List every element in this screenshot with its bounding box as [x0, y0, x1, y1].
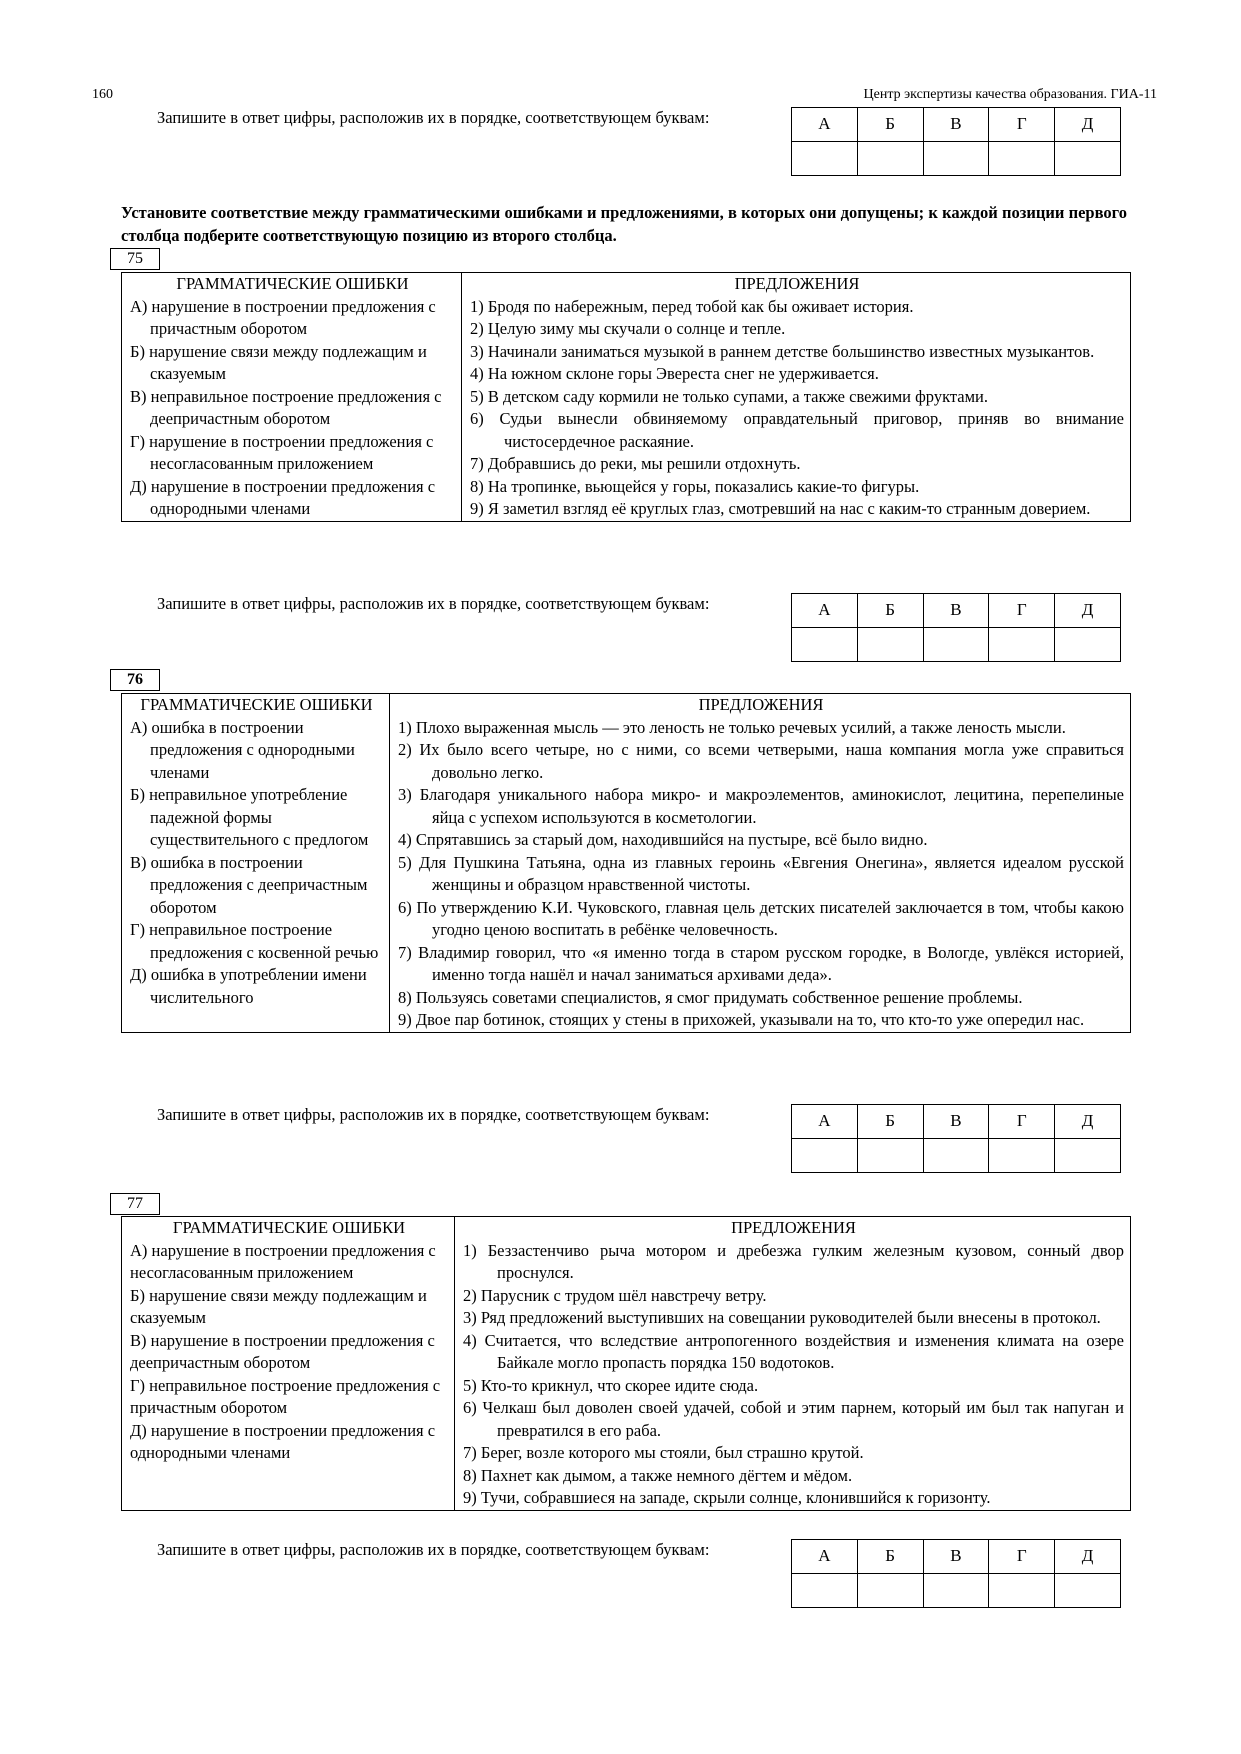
answer-cell[interactable]	[923, 142, 989, 176]
sentence-item: 2) Их было всего четыре, но с ними, со всеми четверыми, наша компания могла уже справиться довольно легко.	[398, 740, 1124, 782]
sentence-item: 9) Я заметил взгляд её круглых глаз, смотревший на нас с каким-то странным доверием.	[470, 499, 1091, 518]
answer-prompt: Запишите в ответ цифры, расположив их в порядке, соответствующем буквам:	[157, 108, 710, 127]
answer-letter: Г	[989, 594, 1055, 628]
sentence-item: 8) Пользуясь советами специалистов, я смог придумать собственное решение проблемы.	[398, 987, 1023, 1007]
error-item: Д) нарушение в построении предложения с однородными членами	[130, 1420, 436, 1462]
answer-cell[interactable]	[989, 628, 1055, 662]
sentences-header: ПРЕДЛОЖЕНИЯ	[698, 695, 824, 714]
answer-letter: А	[792, 594, 858, 628]
sentences-column	[390, 694, 1131, 1033]
sentences-header: ПРЕДЛОЖЕНИЯ	[734, 274, 860, 293]
sentence-item: 3) Ряд предложений выступивших на совещании руководителей были внесены в протокол.	[463, 1308, 1101, 1327]
answer-letter: А	[792, 1105, 858, 1139]
answer-letter: Д	[1055, 108, 1121, 142]
task-number: 77	[110, 1193, 160, 1215]
page-number: 160	[92, 87, 113, 102]
sentence-item: 5) В детском саду кормили не только супами, а также свежими фруктами.	[470, 386, 988, 406]
answer-cell[interactable]	[857, 628, 923, 662]
answer-letter: Б	[857, 594, 923, 628]
answer-block-previous	[121, 107, 1121, 177]
error-item: А) ошибка в построении предложения с однородными членами	[130, 717, 355, 782]
sentence-item: 8) На тропинке, вьющейся у горы, показались какие-то фигуры.	[470, 476, 920, 496]
error-item: В) нарушение в построении предложения с деепричастным оборотом	[130, 1330, 435, 1372]
error-item: Г) неправильное построение предложения с косвенной речью	[130, 920, 379, 962]
sentence-item: 6) По утверждению К.И. Чуковского, главная цель детских писателей заключается в том, чтобы какою угодно ценою воспитать в ребёнке человечность.	[398, 897, 1124, 939]
answer-cell[interactable]	[989, 142, 1055, 176]
answer-letter: В	[923, 1105, 989, 1139]
sentence-item: 8) Пахнет как дымом, а также немного дёгтем и мёдом.	[463, 1465, 853, 1485]
answer-letter: А	[792, 1540, 858, 1574]
answer-cell[interactable]	[1055, 1139, 1121, 1173]
sentence-item: 4) На южном склоне горы Эвереста снег не удерживается.	[470, 364, 879, 383]
answer-letter: Д	[1055, 1540, 1121, 1574]
answer-cell[interactable]	[792, 142, 858, 176]
error-item: А) нарушение в построении предложения с причастным оборотом	[130, 296, 436, 338]
error-item: Б) неправильное употребление падежной формы существительного с предлогом	[130, 785, 369, 849]
answer-letter: Г	[989, 108, 1055, 142]
page-header-title: Центр экспертизы качества образования. ГИА-11	[863, 87, 1157, 102]
sentence-item: 4) Считается, что вследствие антропогенного воздействия и изменения климата на озере Байкале могло пропасть порядка 150 водотоков.	[463, 1330, 1124, 1372]
sentence-item: 3) Благодаря уникального набора микро- и макроэлементов, аминокислот, лецитина, перепелиные яйца с успехом используются в косметологии.	[398, 785, 1124, 827]
match-table-75	[121, 272, 1131, 522]
answer-cell[interactable]	[923, 628, 989, 662]
answer-letter: В	[923, 108, 989, 142]
sentence-item: 9) Тучи, собравшиеся на западе, скрыли солнце, клонившийся к горизонту.	[463, 1488, 991, 1507]
error-item: Г) нарушение в построении предложения с несогласованным приложением	[130, 431, 434, 473]
answer-letter: Д	[1055, 594, 1121, 628]
sentence-item: 5) Кто-то крикнул, что скорее идите сюда.	[463, 1375, 759, 1395]
answer-cell[interactable]	[857, 1574, 923, 1608]
error-item: Б) нарушение связи между подлежащим и сказуемым	[130, 1285, 427, 1327]
answer-cell[interactable]	[792, 1574, 858, 1608]
task-number: 75	[110, 248, 160, 270]
sentence-item: 5) Для Пушкина Татьяна, одна из главных героинь «Евгения Онегина», является идеалом русской женщины и образцом нравственной чистоты.	[398, 852, 1124, 894]
answer-block-75	[121, 593, 1121, 663]
answer-prompt: Запишите в ответ цифры, расположив их в порядке, соответствующем буквам:	[157, 1105, 710, 1124]
error-item: В) неправильное построение предложения с деепричастным оборотом	[130, 386, 442, 428]
error-item: В) ошибка в построении предложения с деепричастным оборотом	[130, 852, 368, 917]
errors-header: ГРАММАТИЧЕСКИЕ ОШИБКИ	[176, 274, 409, 293]
answer-cell[interactable]	[857, 142, 923, 176]
sentences-header: ПРЕДЛОЖЕНИЯ	[731, 1218, 856, 1237]
answer-letter: Г	[989, 1540, 1055, 1574]
answer-letter: Б	[857, 1105, 923, 1139]
errors-column	[122, 1217, 455, 1511]
answer-prompt: Запишите в ответ цифры, расположив их в порядке, соответствующем буквам:	[157, 594, 710, 613]
answer-prompt: Запишите в ответ цифры, расположив их в порядке, соответствующем буквам:	[157, 1540, 710, 1559]
sentence-item: 2) Целую зиму мы скучали о солнце и тепле.	[470, 319, 786, 338]
answer-letter: А	[792, 108, 858, 142]
match-table-77	[121, 1216, 1131, 1511]
answer-block-76	[121, 1104, 1121, 1174]
errors-header: ГРАММАТИЧЕСКИЕ ОШИБКИ	[140, 695, 373, 714]
answer-cell[interactable]	[923, 1139, 989, 1173]
sentence-item: 1) Беззастенчиво рыча мотором и дребезжа гулким железным кузовом, сонный двор проснулся.	[463, 1240, 1124, 1282]
sentence-item: 9) Двое пар ботинок, стоящих у стены в прихожей, указывали на то, что кто-то уже опередил нас.	[398, 1010, 1085, 1029]
sentence-item: 3) Начинали заниматься музыкой в раннем детстве большинство известных музыкантов.	[470, 341, 1095, 361]
sentence-item: 6) Судьи вынесли обвиняемому оправдательный приговор, приняв во внимание чистосердечное раскаяние.	[470, 409, 1124, 451]
sentence-item: 2) Парусник с трудом шёл навстречу ветру.	[463, 1285, 767, 1305]
error-item: Б) нарушение связи между подлежащим и сказуемым	[130, 341, 427, 383]
answer-cell[interactable]	[792, 1139, 858, 1173]
answer-cell[interactable]	[989, 1139, 1055, 1173]
answer-cell[interactable]	[923, 1574, 989, 1608]
answer-letter: Б	[857, 108, 923, 142]
answer-block-77	[121, 1539, 1121, 1609]
match-table-76	[121, 693, 1131, 1033]
answer-letter: В	[923, 1540, 989, 1574]
sentence-item: 1) Бродя по набережным, перед тобой как бы оживает история.	[470, 296, 914, 316]
sentence-item: 4) Спрятавшись за старый дом, находившийся на пустыре, всё было видно.	[398, 830, 928, 849]
answer-letter: В	[923, 594, 989, 628]
task-number: 76	[110, 669, 160, 691]
error-item: Д) нарушение в построении предложения с однородными членами	[130, 476, 436, 518]
answer-grid	[791, 1104, 1121, 1173]
answer-cell[interactable]	[792, 628, 858, 662]
answer-cell[interactable]	[1055, 628, 1121, 662]
errors-header: ГРАММАТИЧЕСКИЕ ОШИБКИ	[172, 1218, 406, 1237]
error-item: Г) неправильное построение предложения с причастным оборотом	[130, 1375, 441, 1417]
sentence-item: 7) Берег, возле которого мы стояли, был страшно крутой.	[463, 1443, 864, 1462]
answer-grid	[791, 1539, 1121, 1608]
answer-cell[interactable]	[989, 1574, 1055, 1608]
answer-letter: Г	[989, 1105, 1055, 1139]
answer-cell[interactable]	[1055, 142, 1121, 176]
answer-cell[interactable]	[857, 1139, 923, 1173]
answer-cell[interactable]	[1055, 1574, 1121, 1608]
sentence-item: 7) Добравшись до реки, мы решили отдохнуть.	[470, 454, 801, 473]
sentences-column	[455, 1217, 1131, 1511]
answer-letter: Б	[857, 1540, 923, 1574]
answer-letter: Д	[1055, 1105, 1121, 1139]
answer-grid	[791, 107, 1121, 176]
errors-column	[122, 694, 390, 1033]
errors-column	[122, 273, 462, 522]
error-item: А) нарушение в построении предложения с несогласованным приложением	[130, 1240, 436, 1282]
sentences-column	[462, 273, 1131, 522]
sentence-item: 6) Челкаш был доволен своей удачей, собой и этим парнем, который им был так напуган и превратился в его раба.	[463, 1398, 1124, 1440]
sentence-item: 1) Плохо выраженная мысль — это леность не только речевых усилий, а также леность мысли.	[398, 717, 1066, 737]
sentence-item: 7) Владимир говорил, что «я именно тогда в старом русском городке, в Вологде, увлёкся историей, именно тогда нашёл и начал заниматься архивами деда».	[398, 942, 1124, 984]
error-item: Д) ошибка в употреблении имени числительного	[130, 965, 367, 1007]
answer-grid	[791, 593, 1121, 662]
task-instruction: Установите соответствие между грамматическими ошибками и предложениями, в которых они допущены; к каждой позиции первого столбца подберите соответствующую позицию из второго столбца.	[121, 203, 1127, 245]
